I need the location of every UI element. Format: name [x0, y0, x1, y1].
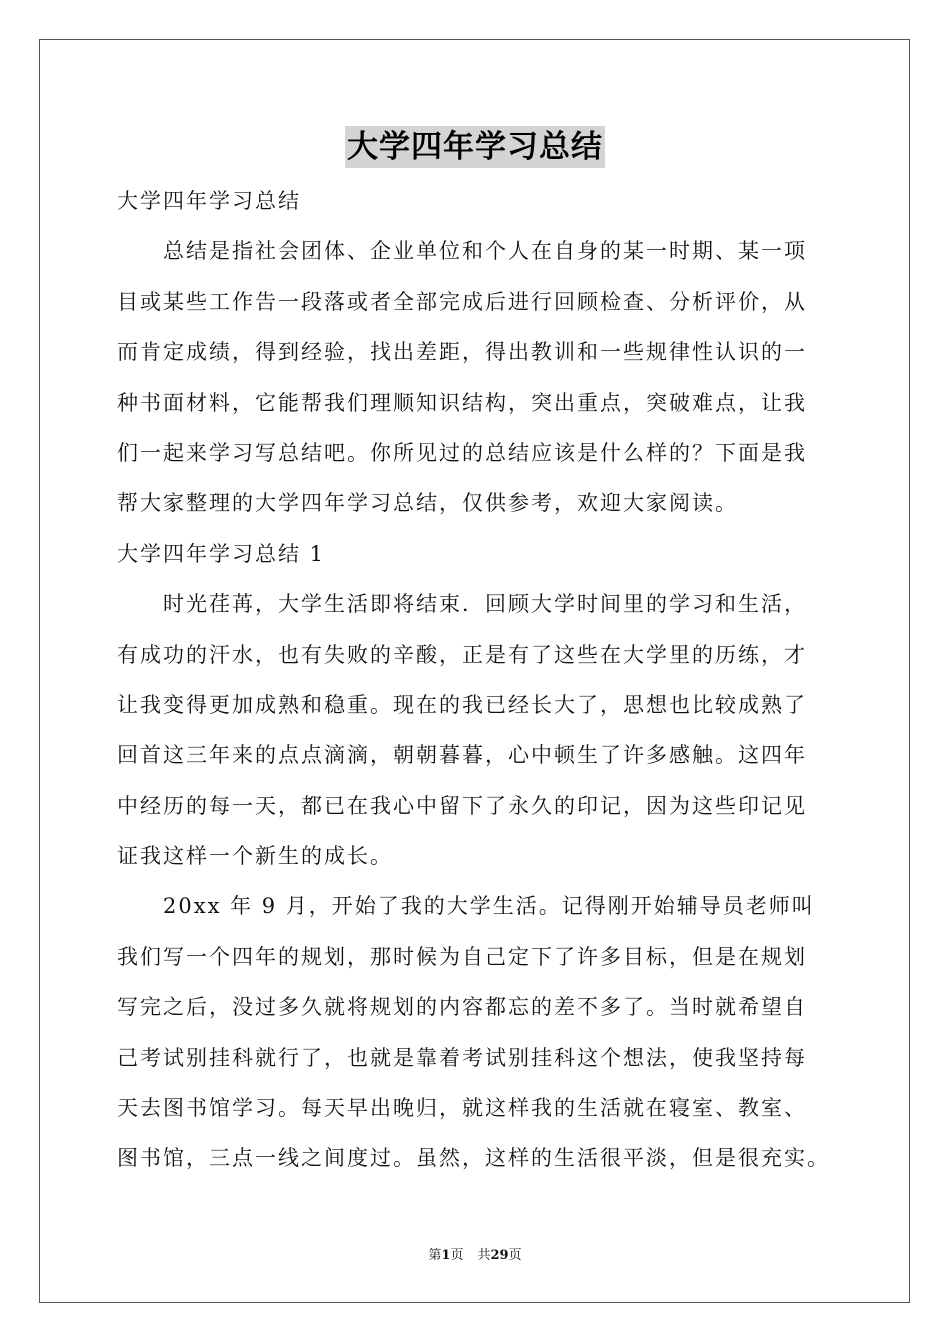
body-line: 证我这样一个新生的成长。: [117, 844, 393, 869]
page-prefix: 第: [428, 1248, 442, 1263]
body-line: 们一起来学习写总结吧。你所见过的总结应该是什么样的？下面是我: [117, 440, 807, 465]
body-line: 总结是指社会团体、企业单位和个人在自身的某一时期、某一项: [163, 239, 807, 264]
body-line: 20xx 年 9 月，开始了我的大学生活。记得刚开始辅导员老师叫: [163, 894, 815, 919]
body-line: 有成功的汗水，也有失败的辛酸，正是有了这些在大学里的历练，才: [117, 642, 807, 667]
body-line: 大学四年学习总结: [117, 189, 301, 213]
document-title-wrapper: [0, 126, 950, 168]
total-prefix: 共: [477, 1248, 491, 1263]
document-body: [117, 176, 857, 1184]
body-line: 我们写一个四年的规划，那时候为自己定下了许多目标，但是在规划: [117, 944, 807, 969]
body-line: 中经历的每一天，都已在我心中留下了永久的印记，因为这些印记见: [117, 793, 807, 818]
page-footer: [0, 1247, 950, 1265]
body-line: 回首这三年来的点点滴滴，朝朝暮暮，心中顿生了许多感触。这四年: [117, 743, 807, 768]
body-line: 让我变得更加成熟和稳重。现在的我已经长大了，思想也比较成熟了: [117, 692, 807, 717]
body-line: 图书馆，三点一线之间度过。虽然，这样的生活很平淡，但是很充实。: [117, 1146, 830, 1171]
body-line: 天去图书馆学习。每天早出晚归，就这样我的生活就在寝室、教室、: [117, 1096, 807, 1121]
page-suffix: 页: [450, 1248, 464, 1263]
body-line: 而肯定成绩，得到经验，找出差距，得出教训和一些规律性认识的一: [117, 340, 807, 365]
document-title: 大学四年学习总结: [345, 126, 605, 168]
section-heading: 大学四年学习总结 1: [117, 541, 326, 566]
body-line: 写完之后，没过多久就将规划的内容都忘的差不多了。当时就希望自: [117, 995, 807, 1020]
body-line: 时光荏苒，大学生活即将结束．回顾大学时间里的学习和生活，: [163, 592, 807, 617]
page-total: 29: [490, 1248, 509, 1263]
body-line: 目或某些工作告一段落或者全部完成后进行回顾检查、分析评价，从: [117, 289, 807, 314]
body-line: 己考试别挂科就行了，也就是靠着考试别挂科这个想法，使我坚持每: [117, 1045, 807, 1070]
page-current: 1: [441, 1248, 451, 1263]
body-line: 种书面材料，它能帮我们理顺知识结构，突出重点，突破难点，让我: [117, 390, 807, 415]
body-line: 帮大家整理的大学四年学习总结，仅供参考，欢迎大家阅读。: [117, 491, 738, 516]
total-suffix: 页: [508, 1248, 522, 1263]
